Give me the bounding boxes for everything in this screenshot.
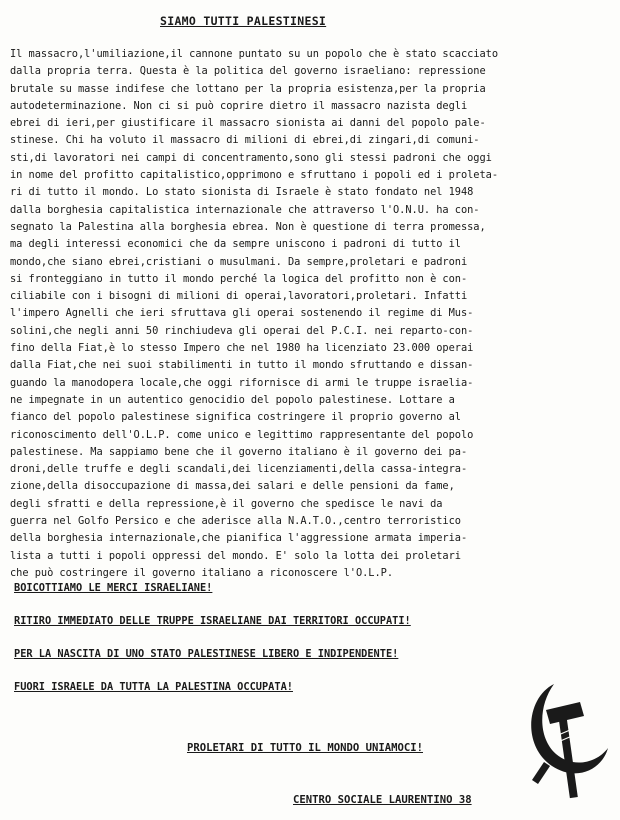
- flyer-title: SIAMO TUTTI PALESTINESI: [160, 14, 327, 28]
- body-line: lista a tutti i popoli oppressi del mondo. E' solo la lotta dei proletari: [10, 549, 461, 562]
- body-line: guerra nel Golfo Persico e che aderisce alla N.A.T.O.,centro terroristico: [10, 515, 461, 528]
- body-line: sti,di lavoratori nei campi di concentramento,sono gli stessi padroni che oggi: [10, 151, 492, 164]
- body-line: dalla Fiat,che nei suoi stabilimenti in tutto il mondo sfruttando e dissan-: [10, 359, 474, 372]
- body-line: droni,delle truffe e degli scandali,dei licenziamenti,della cassa-integra-: [10, 463, 468, 476]
- body-line: stinese. Chi ha voluto il massacro di milioni di ebrei,di zingari,di comuni-: [10, 134, 480, 147]
- body-line: brutale su masse indifese che lottano per la propria esistenza,per la propria: [10, 82, 486, 95]
- slogan-out-of-palestine: FUORI ISRAELE DA TUTTA LA PALESTINA OCCUPATA!: [14, 681, 293, 693]
- body-line: segnato la Palestina alla borghesia ebrea. Non è questione di terra promessa,: [10, 220, 486, 233]
- body-line: si fronteggiano in tutto il mondo perché la logica del profitto non è con-: [10, 272, 468, 285]
- body-line: mondo,che siano ebrei,cristiani o musulmani. Da sempre,proletari e padroni: [10, 255, 468, 268]
- signature: CENTRO SOCIALE LAURENTINO 38: [293, 794, 472, 806]
- body-line: palestinese. Ma sappiamo bene che il governo italiano è il governo dei pa-: [10, 445, 468, 458]
- body-line: fianco del popolo palestinese significa costringere il proprio governo al: [10, 411, 461, 424]
- slogan-list: [14, 580, 411, 712]
- flyer-body: [10, 46, 608, 582]
- body-line: fino della Fiat,è lo stesso Impero che nel 1980 ha licenziato 23.000 operai: [10, 342, 474, 355]
- body-line: l'impero Agnelli che ieri sfruttava gli operai sostenendo il regime di Mus-: [10, 307, 474, 320]
- body-line: ebrei di ieri,per giustificare il massacro sionista ai danni del popolo pale-: [10, 117, 486, 130]
- body-line: ciliabile con i bisogni di milioni di operai,lavoratori,proletari. Infatti: [10, 290, 468, 303]
- body-line: ne impegnate in un autentico genocidio del popolo palestinese. Lottare a: [10, 393, 455, 406]
- body-line: ma degli interessi economici che da sempre uniscono i padroni di tutto il: [10, 238, 461, 251]
- body-line: dalla borghesia capitalistica internazionale che attraverso l'O.N.U. ha con-: [10, 203, 480, 216]
- body-line: guando la manodopera locale,che oggi rifornisce di armi le truppe israelia-: [10, 376, 474, 389]
- body-line: autodeterminazione. Non ci si può coprire dietro il massacro nazista degli: [10, 99, 468, 112]
- body-line: in nome del profitto capitalistico,opprimono e sfruttano i popoli ed i proleta-: [10, 169, 499, 182]
- body-line: che può costringere il governo italiano a riconoscere l'O.L.P.: [10, 566, 394, 579]
- slogan-palestinian-state: PER LA NASCITA DI UNO STATO PALESTINESE LIBERO E INDIPENDENTE!: [14, 648, 399, 660]
- body-line: riconoscimento dell'O.L.P. come unico e legittimo rappresentante del popolo: [10, 428, 474, 441]
- hammer-and-sickle-icon: [520, 676, 612, 802]
- body-line: degli sfratti e della repressione,è il governo che spedisce le navi da: [10, 497, 443, 510]
- body-line: dalla propria terra. Questa è la politica del governo israeliano: repressione: [10, 65, 486, 78]
- closing-slogan: PROLETARI DI TUTTO IL MONDO UNIAMOCI!: [187, 742, 423, 754]
- slogan-boycott: BOICOTTIAMO LE MERCI ISRAELIANE!: [14, 582, 213, 594]
- body-line: ri di tutto il mondo. Lo stato sionista di Israele è stato fondato nel 1948: [10, 186, 474, 199]
- body-line: Il massacro,l'umiliazione,il cannone puntato su un popolo che è stato scacciato: [10, 48, 499, 60]
- slogan-withdrawal: RITIRO IMMEDIATO DELLE TRUPPE ISRAELIANE DAI TERRITORI OCCUPATI!: [14, 615, 411, 627]
- body-line: zione,della disoccupazione di massa,dei salari e delle pensioni da fame,: [10, 480, 455, 493]
- body-line: solini,che negli anni 50 rinchiudeva gli operai del P.C.I. nei reparto-con-: [10, 324, 474, 337]
- body-line: della borghesia internazionale,che pianifica l'aggressione armata imperia-: [10, 532, 468, 545]
